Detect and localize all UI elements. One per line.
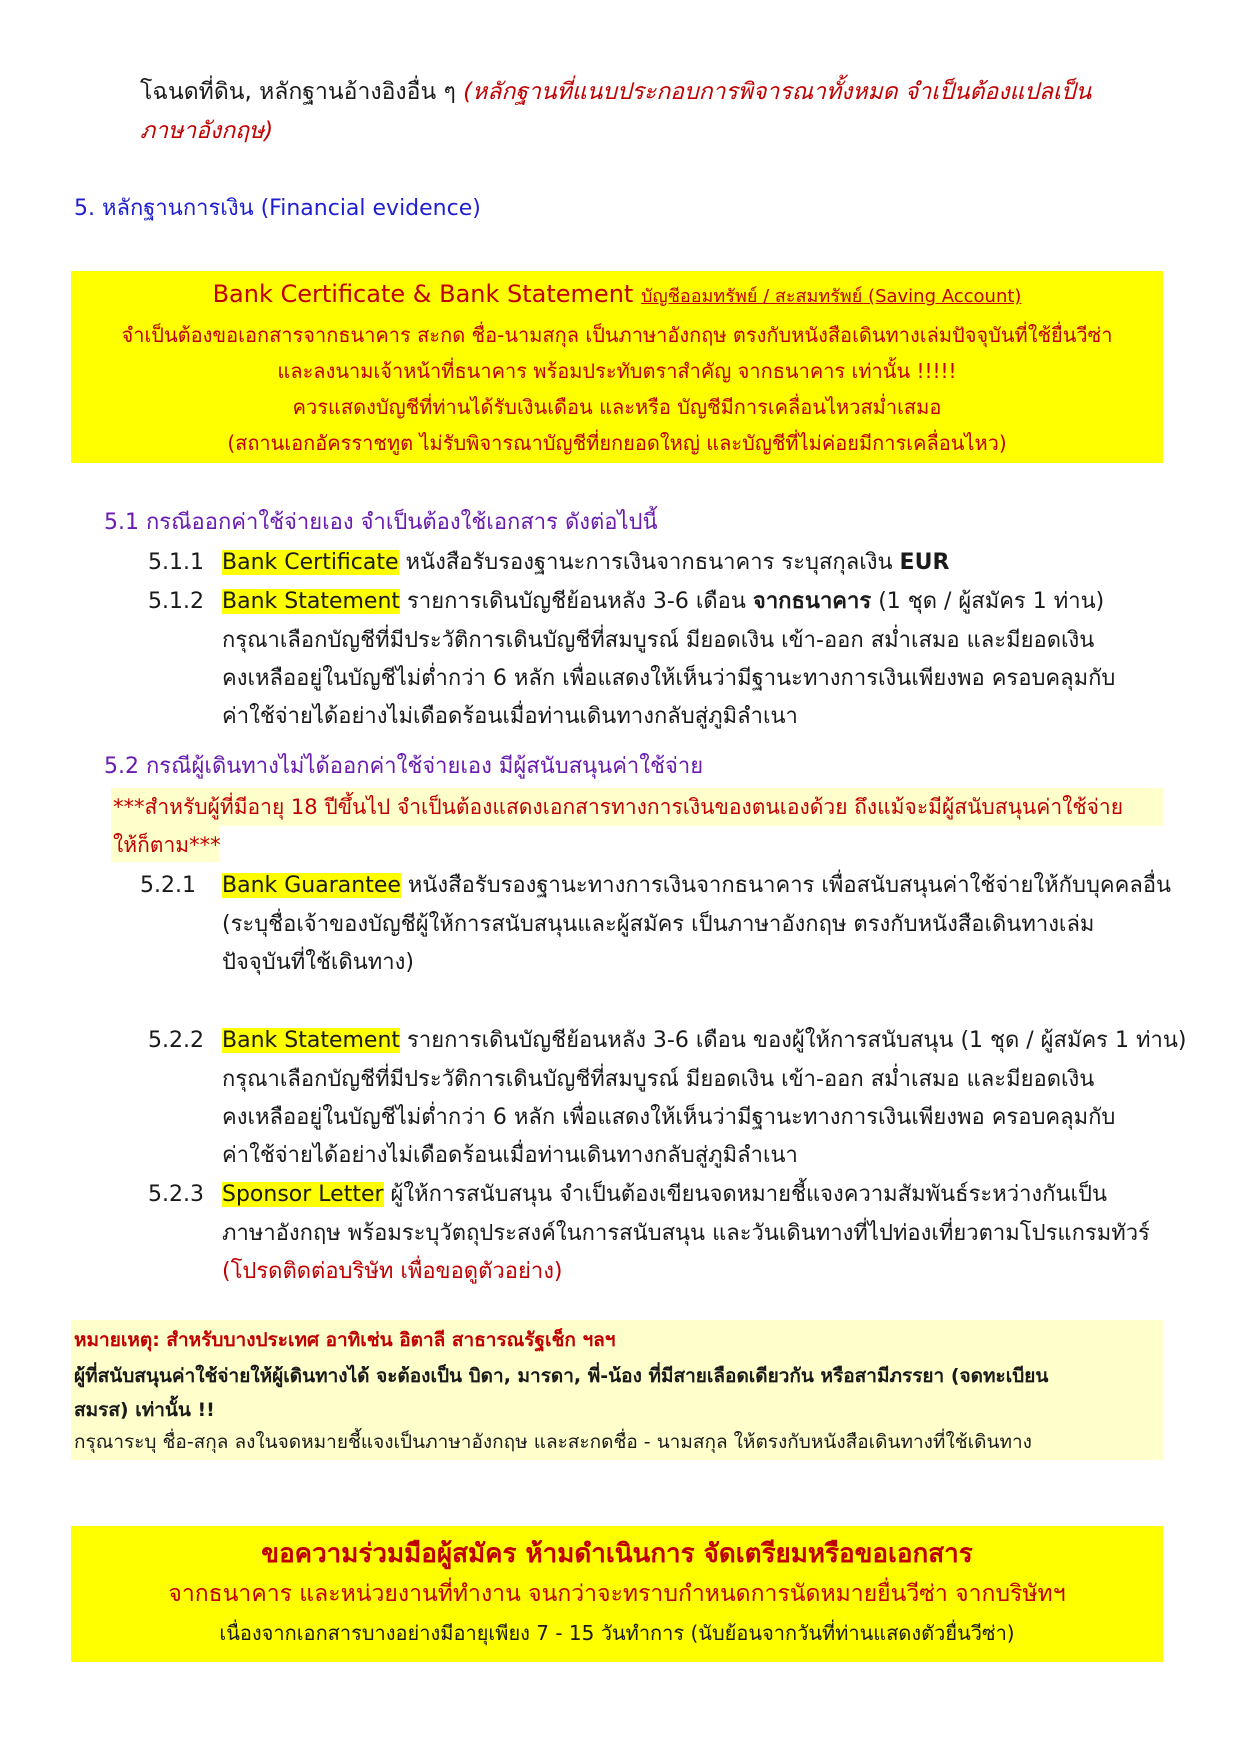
s521-num: 5.2.1	[140, 873, 196, 898]
s52-warning-line2: ให้ก็ตาม***	[113, 833, 221, 857]
bank-requirements-box	[71, 271, 1163, 463]
bank-box-line4: ควรแสดงบัญชีที่ท่านได้รับเงินเดือน และหรือ บัญชีมีการเคลื่อนไหวสม่ำเสมอ	[292, 395, 942, 419]
footer-line3: เนื่องจากเอกสารบางอย่างมีอายุเพียง 7 - 15 วันทำการ (นับย้อนจากวันที่ท่านแสดงตัวยื่นวีซ่า)	[219, 1621, 1015, 1645]
footer-line1: ขอความร่วมมือผู้สมัคร ห้ามดำเนินการ จัดเตรียมหรือขอเอกสาร	[261, 1539, 973, 1569]
s51-title: 5.1 กรณีออกค่าใช้จ่ายเอง จำเป็นต้องใช้เอกสาร ดังต่อไปนี้	[104, 510, 658, 535]
s511-text: หนังสือรับรองฐานะการเงินจากธนาคาร ระบุสกุลเงิน	[405, 550, 893, 575]
s52-title: 5.2 กรณีผู้เดินทางไม่ได้ออกค่าใช้จ่ายเอง มีผู้สนับสนุนค่าใช้จ่าย	[104, 754, 704, 779]
bank-box-line5: (สถานเอกอัครราชทูต ไม่รับพิจารณาบัญชีที่ยกยอดใหญ่ และบัญชีที่ไม่ค่อยมีการเคลื่อนไหว)	[227, 431, 1007, 455]
s522-line3: คงเหลืออยู่ในบัญชีไม่ต่ำกว่า 6 หลัก เพื่อแสดงให้เห็นว่ามีฐานะทางการเงินเพียงพอ ครอบคลุมกับ	[222, 1105, 1116, 1130]
s523-label: Sponsor Letter	[222, 1182, 384, 1207]
s512-num: 5.1.2	[148, 589, 204, 614]
s512-text-b: (1 ชุด / ผู้สมัคร 1 ท่าน)	[878, 589, 1105, 614]
intro-prefix: โฉนดที่ดิน, หลักฐานอ้างอิงอื่น ๆ	[140, 79, 456, 105]
note-line1: หมายเหตุ: สำหรับบางประเทศ อาทิเช่น อิตาลี สาธารณรัฐเช็ก ฯลฯ	[74, 1329, 616, 1351]
s521-line2: (ระบุชื่อเจ้าของบัญชีผู้ให้การสนับสนุนและผู้สมัคร เป็นภาษาอังกฤษ ตรงกับหนังสือเดินทางเล่ม	[222, 912, 1095, 937]
s522-label: Bank Statement	[222, 1028, 401, 1053]
s512-bold: จากธนาคาร	[752, 589, 872, 614]
bank-box-heading-main: Bank Certificate & Bank Statement	[212, 280, 634, 308]
section5-title: 5. หลักฐานการเงิน (Financial evidence)	[74, 196, 481, 221]
s522-line4: ค่าใช้จ่ายได้อย่างไม่เดือดร้อนเมื่อท่านเดินทางกลับสู่ภูมิลำเนา	[222, 1143, 798, 1168]
s52-warning-line1: ***สำหรับผู้ที่มีอายุ 18 ปีขึ้นไป จำเป็นต้องแสดงเอกสารทางการเงินของตนเองด้วย ถึงแม้จะมีผู้สนับสนุนค่าใช้จ่าย	[113, 795, 1124, 819]
s521-label: Bank Guarantee	[222, 873, 401, 898]
s523-text: ผู้ให้การสนับสนุน จำเป็นต้องเขียนจดหมายชี้แจงความสัมพันธ์ระหว่างกันเป็น	[390, 1182, 1108, 1207]
s522-line	[222, 1026, 1186, 1056]
bank-box-heading	[71, 277, 1163, 314]
s512-label: Bank Statement	[222, 589, 401, 614]
bank-box-line3: และลงนามเจ้าหน้าที่ธนาคาร พร้อมประทับตราสำคัญ จากธนาคาร เท่านั้น !!!!!	[277, 359, 957, 383]
s522-text: รายการเดินบัญชีย้อนหลัง 3-6 เดือน ของผู้ให้การสนับสนุน (1 ชุด / ผู้สมัคร 1 ท่าน)	[407, 1028, 1187, 1053]
s521-line	[222, 871, 1171, 901]
s511-currency: EUR	[899, 550, 950, 575]
s523-line3: (โปรดติดต่อบริษัท เพื่อขอดูตัวอย่าง)	[222, 1259, 563, 1284]
s512-line3: คงเหลืออยู่ในบัญชีไม่ต่ำกว่า 6 หลัก เพื่อแสดงให้เห็นว่ามีฐานะทางการเงินเพียงพอ ครอบคลุมกับ	[222, 666, 1116, 691]
intro-note: (หลักฐานที่แนบประกอบการพิจารณาทั้งหมด จำเป็นต้องแปลเป็น	[463, 79, 1092, 105]
intro-line	[140, 76, 1091, 108]
s521-text: หนังสือรับรองฐานะทางการเงินจากธนาคาร เพื่อสนับสนุนค่าใช้จ่ายให้กับบุคคลอื่น	[407, 873, 1172, 898]
note-line4: กรุณาระบุ ชื่อ-สกุล ลงในจดหมายชี้แจงเป็นภาษาอังกฤษ และสะกดชื่อ - นามสกุล ให้ตรงกับหนังสือเดินทางที่ใช้เดินทาง	[74, 1431, 1032, 1453]
bank-box-line2: จำเป็นต้องขอเอกสารจากธนาคาร สะกด ชื่อ-นามสกุล เป็นภาษาอังกฤษ ตรงกับหนังสือเดินทางเล่มปัจจุบันที่ใช้ยื่นวีซ่า	[121, 323, 1113, 347]
s512-line2: กรุณาเลือกบัญชีที่มีประวัติการเดินบัญชีที่สมบูรณ์ มียอดเงิน เข้า-ออก สม่ำเสมอ และมียอดเงิน	[222, 628, 1095, 653]
s512-text-a: รายการเดินบัญชีย้อนหลัง 3-6 เดือน	[407, 589, 746, 614]
s523-line2: ภาษาอังกฤษ พร้อมระบุวัตถุประสงค์ในการสนับสนุน และวันเดินทางที่ไปท่องเที่ยวตามโปรแกรมทัวร์	[222, 1221, 1150, 1246]
s511-label: Bank Certificate	[222, 550, 399, 575]
intro-note-cont: ภาษาอังกฤษ)	[140, 118, 274, 144]
s521-line3: ปัจจุบันที่ใช้เดินทาง)	[222, 950, 414, 975]
s511-num: 5.1.1	[148, 550, 204, 575]
s523-num: 5.2.3	[148, 1182, 204, 1207]
note-line3: สมรส) เท่านั้น !!	[74, 1399, 215, 1421]
note-line2: ผู้ที่สนับสนุนค่าใช้จ่ายให้ผู้เดินทางได้ จะต้องเป็น บิดา, มารดา, พี่-น้อง ที่มีสายเลือดเดียวกัน หรือสามีภรรยา (จดทะเบียน	[74, 1365, 1049, 1387]
footer-line2: จากธนาคาร และหน่วยงานที่ทำงาน จนกว่าจะทราบกำหนดการนัดหมายยื่นวีซ่า จากบริษัทฯ	[168, 1581, 1066, 1607]
s523-line	[222, 1180, 1107, 1210]
s522-line2: กรุณาเลือกบัญชีที่มีประวัติการเดินบัญชีที่สมบูรณ์ มียอดเงิน เข้า-ออก สม่ำเสมอ และมียอดเงิน	[222, 1067, 1095, 1092]
s511-line	[222, 548, 949, 578]
s522-num: 5.2.2	[148, 1028, 204, 1053]
s512-line4: ค่าใช้จ่ายได้อย่างไม่เดือดร้อนเมื่อท่านเดินทางกลับสู่ภูมิลำเนา	[222, 704, 798, 729]
footer-warning-box	[71, 1526, 1163, 1662]
bank-box-heading-sub: บัญชีออมทรัพย์ / สะสมทรัพย์ (Saving Account)	[640, 286, 1022, 307]
s512-line	[222, 587, 1104, 617]
note-box	[71, 1320, 1163, 1460]
